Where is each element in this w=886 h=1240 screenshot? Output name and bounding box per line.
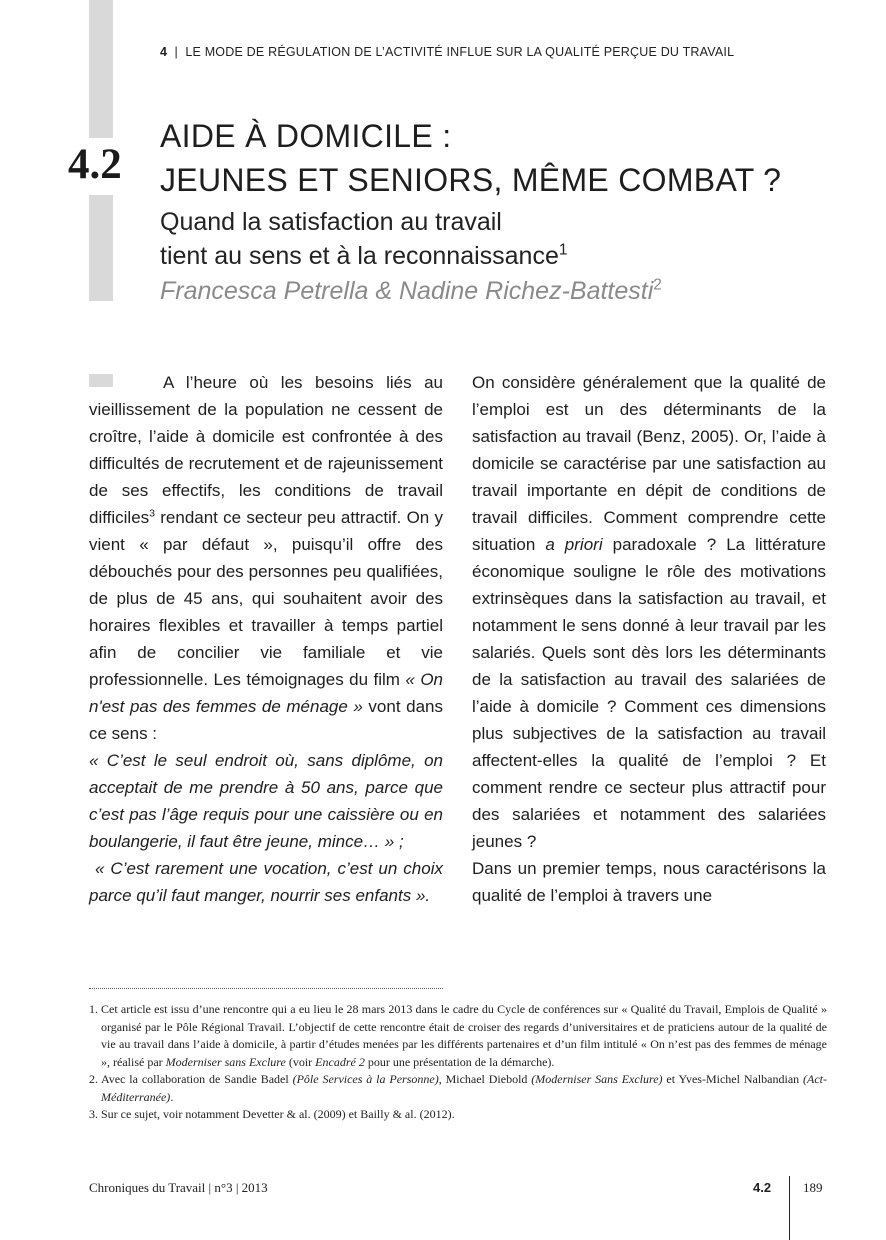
footnote-separator xyxy=(89,988,443,989)
decorative-bar-top xyxy=(89,0,113,138)
footnote-3-number: 3. xyxy=(89,1107,98,1121)
right-p1-part-a: On considère généralement que la qualité de l’emploi est un des déterminants de la satisfaction au travail (Benz, 2005). Or, l’aide à domicile se caractérise par une satisfaction au travail importante en dépit de conditions de travail difficiles. Comment comprendre cette situation xyxy=(472,373,826,554)
authors-names: Francesca Petrella & Nadine Richez-Battesti xyxy=(160,277,654,305)
left-p1-part-a: A l’heure où les besoins liés au vieillissement de la population ne cessent de croître, l’aide à domicile est confrontée à des difficultés de recrutement et de rajeunissement de ses effectifs, les conditions de travail difficiles xyxy=(89,373,443,527)
footnote-1 xyxy=(89,1001,827,1071)
subtitle-line-1: Quand la satisfaction au travail xyxy=(160,208,502,236)
film-title: « On n'est pas des femmes de ménage » xyxy=(89,670,444,716)
testimony-quote-2 xyxy=(89,855,443,909)
testimony-quote-2-text: « C’est rarement une vocation, c’est un choix parce qu’il faut manger, nourrir ses enfants ». xyxy=(89,859,443,905)
header-separator: | xyxy=(174,45,178,59)
page-number: 189 xyxy=(803,1180,823,1195)
title-line-2: JEUNES ET SENIORS, MÊME COMBAT ? xyxy=(160,162,782,198)
body-column-right xyxy=(472,369,826,909)
footnote-1-box-ref: Encadré 2 xyxy=(315,1054,365,1069)
section-number: 4.2 xyxy=(68,141,122,188)
footnote-1-org: Moderniser sans Exclure xyxy=(165,1054,286,1069)
footer-divider xyxy=(789,1176,790,1240)
footnote-1-text-b: (voir xyxy=(285,1054,316,1069)
header-chapter-number: 4 xyxy=(160,45,168,59)
footnote-2-text-c: et Yves-Michel Nalbandian xyxy=(662,1072,804,1086)
running-header xyxy=(160,45,860,59)
left-paragraph-1 xyxy=(89,369,443,747)
footnote-ref-2[interactable]: 2 xyxy=(653,276,662,294)
header-running-title: LE MODE DE RÉGULATION DE L’ACTIVITÉ INFLUE SUR LA QUALITÉ PERÇUE DU TRAVAIL xyxy=(185,45,735,59)
left-p1-part-b: rendant ce secteur peu attractif. On y vient « par défaut », puisqu’il offre des débouchés pour des personnes peu qualifiées, de plus de 45 ans, qui souhaitent avoir des horaires flexibles et travailler à temps partiel afin de concilier vie familiale et vie professionnelle. Les témoignages du film xyxy=(89,508,443,689)
footnote-ref-1[interactable]: 1 xyxy=(558,241,568,259)
footnote-2-text-a: Avec la collaboration de Sandie Badel xyxy=(101,1072,293,1086)
article-subtitle xyxy=(160,205,860,273)
right-paragraph-1 xyxy=(472,369,826,855)
footnote-3-text: Sur ce sujet, voir notamment Devetter & al. (2009) et Bailly & al. (2012). xyxy=(101,1107,455,1121)
testimony-quote-1: « C’est le seul endroit où, sans diplôme, on acceptait de me prendre à 50 ans, parce que c’est pas l’âge requis pour une caissière ou en boulangerie, il faut être jeune, mince… » ; xyxy=(89,751,443,851)
footnote-2-text-d: . xyxy=(170,1089,174,1104)
subtitle-line-2-text: tient au sens et à la reconnaissance xyxy=(160,242,559,270)
decorative-bar-bottom xyxy=(89,195,113,301)
footnote-1-text-c: pour une présentation de la démarche). xyxy=(364,1054,555,1069)
body-column-left xyxy=(89,369,443,909)
footnote-1-number: 1. xyxy=(89,1002,98,1016)
left-p1-part-c: vont dans ce sens : xyxy=(89,697,443,743)
right-p1-part-b: paradoxale ? La littérature économique souligne le rôle des motivations extrinsèques dans la satisfaction au travail, et notamment le sens donné à leur travail par les salariés. Quels sont dès lors les déterminants de la satisfaction au travail des salariées de l’aide à domicile ? Comment ces dimensions plus subjectives de la satisfaction au travail affectent-elles la qualité de l’emploi ? Et comment rendre ce secteur plus attractif pour des salariées et notamment des salariées jeunes ? xyxy=(472,535,827,851)
paragraph-start-marker xyxy=(89,374,113,387)
footer-journal-info: Chroniques du Travail | n°3 | 2013 xyxy=(89,1180,268,1195)
footnote-2-text-b: , Michael Diebold xyxy=(438,1072,532,1086)
footnote-2-number: 2. xyxy=(89,1072,98,1086)
footnote-ref-3[interactable]: 3 xyxy=(149,507,156,520)
a-priori-term: a priori xyxy=(545,535,603,554)
article-authors xyxy=(160,274,860,308)
footnote-2-org-3: (Act-Méditerranée) xyxy=(101,1072,827,1104)
footnote-1-text-a: Cet article est issu d’une rencontre qui a eu lieu le 28 mars 2013 dans le cadre du Cycle de conférences sur « Qualité du Travail, Emplois de Qualité » organisé par le Pôle Régional Travail. L’objectif de cette rencontre était de croiser des regards d’universitaires et de praticiens autour de la qualité de vie au travail dans l’aide à domicile, à partir d’études menées par les différents partenaires et d’un film intitulé « On n’est pas des femmes de ménage », réalisé par xyxy=(101,1002,827,1069)
article-title xyxy=(160,114,860,202)
right-paragraph-2: Dans un premier temps, nous caractérisons la qualité de l’emploi à travers une xyxy=(472,859,826,905)
footnote-2-org-1: (Pôle Services à la Personne) xyxy=(292,1072,439,1086)
subtitle-line-2 xyxy=(160,239,860,273)
footnote-3 xyxy=(89,1106,827,1124)
title-line-1: AIDE À DOMICILE : xyxy=(160,118,452,154)
footnotes xyxy=(89,1001,827,1124)
footnote-2-org-2: (Moderniser Sans Exclure) xyxy=(531,1072,663,1086)
footer-section-number: 4.2 xyxy=(753,1180,772,1195)
footnote-2 xyxy=(89,1071,827,1106)
